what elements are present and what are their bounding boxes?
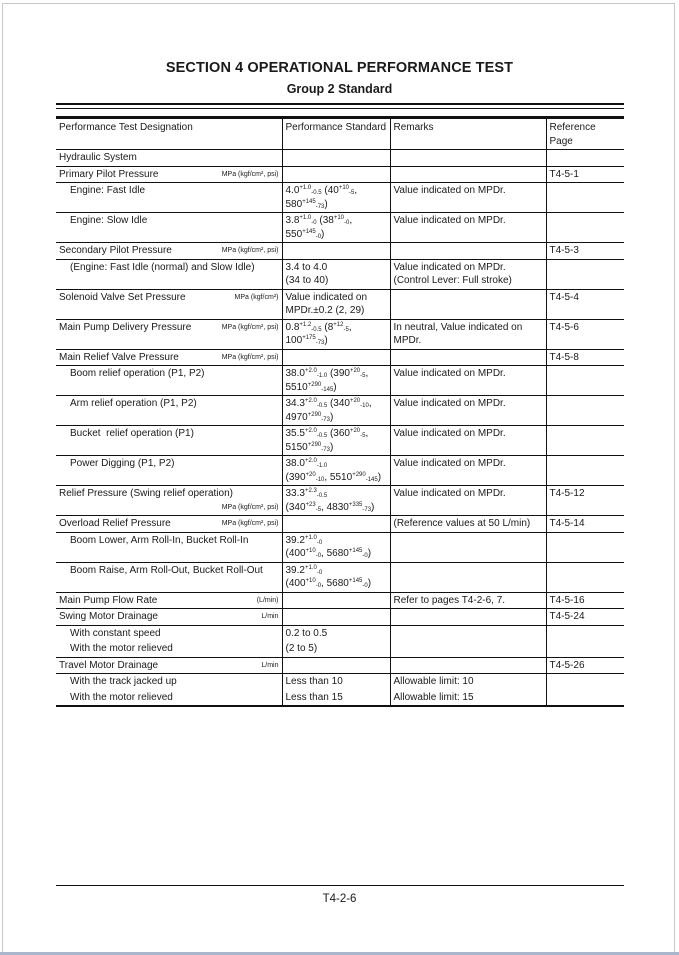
standard-value: , 5680 [321,578,349,589]
remarks-cell: Value indicated on MPDr. (Control Lever: Full stroke) [390,259,546,289]
tolerance-upper: +10 [338,185,350,191]
performance-standard-cell [282,690,390,707]
designation-label: Main Relief Valve Pressure [59,351,179,363]
designation-cell [56,366,282,396]
remarks-cell: Refer to pages T4-2-6, 7. [390,592,546,609]
remarks-cell: Value indicated on MPDr. [390,396,546,426]
standard-value: ) [371,501,375,513]
tolerance-lower: -5 [349,190,355,196]
column-header-remarks: Remarks [390,118,546,150]
designation-cell [56,213,282,243]
table-row [56,366,624,396]
performance-standard-cell [282,183,390,213]
remarks-cell [390,243,546,260]
table-row [56,289,624,319]
designation-label: With the motor relieved [70,691,173,703]
tolerance-upper: +1.0 [299,215,312,221]
designation-label: With the track jacked up [70,676,177,687]
remarks-cell: In neutral, Value indicated on MPDr. [390,319,546,349]
reference-page-cell [546,259,624,289]
designation-label: Travel Motor Drainage [59,659,159,671]
standard-value: 34.3 [285,398,305,409]
tolerance-upper: +10 [333,215,345,221]
designation-label: With the motor relieved [70,643,173,654]
standard-value: ) [333,381,337,393]
table-row [56,426,624,456]
standard-value: MPDr.±0.2 (2, 29) [285,305,365,316]
designation-label: Swing Motor Drainage [59,611,158,622]
designation-label: Boom relief operation (P1, P2) [70,368,205,379]
reference-page-cell [546,183,624,213]
standard-value: 35.5 [285,428,305,439]
unit-label: MPa (kgf/cm², psi) [221,247,279,254]
tolerance-lower: -73 [315,340,325,346]
tolerance-upper: +145 [302,228,316,235]
remarks-cell: Value indicated on MPDr. [390,456,546,486]
designation-cell [56,657,282,674]
tolerance-lower: -5 [360,373,366,379]
designation-label: Arm relief operation (P1, P2) [70,398,197,409]
tolerance-upper: +20 [349,398,361,404]
performance-standard-cell [282,532,390,562]
standard-value: (34 to 40) [285,275,329,286]
performance-standard-cell [282,396,390,426]
remarks-cell [390,562,546,592]
table-row [56,213,624,243]
table-row [56,516,624,533]
tolerance-lower: -0 [316,539,323,546]
remarks-cell [390,166,546,183]
standard-value: ) [321,228,325,240]
standard-value: Value indicated on [285,291,368,303]
tolerance-lower: -145 [365,476,378,483]
designation-label: Bucket relief operation (P1) [70,428,194,439]
reference-page-cell [546,690,624,707]
designation-cell [56,456,282,486]
unit-label: L/min [261,613,279,620]
designation-cell [56,486,282,516]
unit-label: MPa (kgf/cm², psi) [221,353,279,361]
designation-cell [56,609,282,626]
tolerance-upper: +290 [352,471,366,478]
designation-label: Boom Lower, Arm Roll-In, Bucket Roll-In [70,534,249,546]
remarks-cell: Value indicated on MPDr. [390,213,546,243]
standard-value: 0.2 to 0.5 [285,627,328,639]
tolerance-lower: -1.0 [316,373,328,379]
standard-value: ) [367,578,372,589]
unit-label: MPa (kgf/cm²) [234,293,279,301]
reference-page-cell [546,366,624,396]
standard-value: 100 [285,335,303,346]
tolerance-upper: +1.0 [304,564,317,571]
standard-value: 5510 [285,381,308,393]
reference-page-cell: T4-5-24 [546,609,624,626]
unit-label: (L/min) [256,596,279,604]
reference-page-cell [546,426,624,456]
standard-value: 39.2 [285,564,305,576]
designation-cell [56,690,282,707]
performance-standard-cell [282,213,390,243]
tolerance-lower: -73 [321,416,330,423]
remarks-cell [390,349,546,366]
remarks-cell [390,150,546,167]
table-row [56,532,624,562]
tolerance-upper: +145 [348,548,363,554]
standard-value: 38.0 [285,458,305,469]
standard-value: (390 [327,368,350,379]
reference-page-cell: T4-5-1 [546,166,624,183]
tolerance-upper: +335 [348,501,363,508]
table-row [56,625,624,641]
table-row [56,609,624,626]
tolerance-upper: +2.3 [304,488,317,494]
table-row [56,562,624,592]
performance-standard-cell [282,625,390,641]
remarks-cell: Value indicated on MPDr. [390,183,546,213]
table-row [56,166,624,183]
unit-label: MPa (kgf/cm², psi) [221,170,279,178]
tolerance-upper: +10 [305,578,316,584]
table-row [56,657,624,674]
standard-value: , [348,321,352,333]
remarks-cell: Value indicated on MPDr. [390,486,546,516]
designation-cell [56,426,282,456]
designation-cell [56,319,282,349]
designation-label: Main Pump Flow Rate [59,594,158,606]
designation-cell [56,516,282,533]
performance-standard-cell [282,259,390,289]
performance-standard-table [56,116,624,707]
reference-page-cell: T4-5-6 [546,319,624,349]
table-row [56,690,624,707]
performance-standard-cell [282,243,390,260]
standard-value: 550 [285,228,303,240]
designation-label: Boom Raise, Arm Roll-Out, Bucket Roll-Out [70,564,263,576]
tolerance-lower: -5 [315,506,322,513]
remarks-cell: Allowable limit: 10 [390,674,546,690]
standard-value: , [354,185,358,196]
performance-standard-cell [282,426,390,456]
remarks-cell [390,625,546,641]
standard-value: (390 [285,471,306,483]
footer-rule [56,885,624,886]
designation-label: Engine: Slow Idle [70,215,148,226]
designation-cell [56,396,282,426]
performance-standard-cell [282,641,390,657]
designation-cell [56,243,282,260]
table-row [56,396,624,426]
performance-standard-cell [282,592,390,609]
standard-value: 5150 [285,441,308,453]
designation-label: Solenoid Valve Set Pressure [59,291,186,303]
standard-value: ) [329,441,334,453]
reference-page-cell [546,396,624,426]
standard-value: , 4830 [321,501,349,513]
standard-value: (40 [321,185,339,196]
remarks-cell [390,657,546,674]
standard-value: 3.8 [285,215,300,226]
tolerance-upper: +2.0 [304,428,317,434]
standard-value: (38 [316,215,334,226]
designation-label: Relief Pressure (Swing relief operation) [59,488,233,499]
reference-page-cell [546,562,624,592]
tolerance-upper: +2.0 [304,368,317,374]
designation-label: Main Pump Delivery Pressure [59,321,192,333]
performance-standard-cell [282,150,390,167]
designation-cell [56,674,282,690]
table-row [56,349,624,366]
standard-value: 3.4 to 4.0 [285,261,328,273]
reference-page-cell [546,641,624,657]
table-row [56,674,624,690]
tolerance-upper: +10 [305,548,316,554]
unit-label: MPa (kgf/cm², psi) [221,520,279,527]
standard-value: 39.2 [285,534,305,546]
designation-cell [56,532,282,562]
tolerance-lower: -73 [362,506,372,513]
table-row [56,259,624,289]
tolerance-upper: +20 [349,368,361,374]
tolerance-upper: +1.2 [299,321,312,328]
designation-cell [56,150,282,167]
tolerance-lower: -0 [316,569,323,576]
performance-standard-cell [282,289,390,319]
designation-cell [56,625,282,641]
reference-page-cell: T4-5-12 [546,486,624,516]
designation-label: With constant speed [70,627,161,639]
header-double-rule [56,103,624,109]
tolerance-lower: -5 [343,326,349,333]
designation-cell [56,259,282,289]
standard-value: ) [324,335,328,346]
tolerance-upper: +175 [302,335,316,341]
table-row [56,456,624,486]
tolerance-upper: +23 [305,501,316,508]
designation-cell [56,166,282,183]
remarks-cell: (Reference values at 50 L/min) [390,516,546,533]
standard-value: (400 [285,578,306,589]
designation-label: Hydraulic System [59,152,137,163]
performance-standard-cell [282,349,390,366]
tolerance-lower: -10 [315,476,325,483]
designation-cell [56,183,282,213]
standard-value: , [365,428,369,439]
tolerance-upper: +290 [307,441,322,448]
remarks-cell: Allowable limit: 15 [390,690,546,707]
remarks-cell [390,609,546,626]
section-title: SECTION 4 OPERATIONAL PERFORMANCE TEST [165,60,514,76]
table-row [56,183,624,213]
standard-value: , [349,215,353,226]
tolerance-lower: -0.5 [316,403,328,409]
reference-page-cell [546,213,624,243]
column-header-designation: Performance Test Designation [56,118,282,150]
standard-value: Less than 10 [285,676,343,687]
tolerance-lower: -0 [344,220,350,226]
standard-value: 38.0 [285,368,305,379]
tolerance-lower: -0.5 [316,433,328,439]
performance-standard-cell [282,516,390,533]
standard-value: (360 [327,428,350,439]
performance-standard-cell [282,486,390,516]
tolerance-lower: -0.5 [311,190,322,196]
table-header-row [56,118,624,150]
designation-label: Primary Pilot Pressure [59,168,159,180]
reference-page-cell: T4-5-14 [546,516,624,533]
standard-value: , [365,368,369,379]
tolerance-upper: +145 [302,198,316,205]
tolerance-lower: -0 [315,583,322,589]
designation-cell [56,349,282,366]
table-row [56,150,624,167]
standard-value: Less than 15 [285,691,343,703]
standard-value: (340 [327,398,350,409]
tolerance-upper: +1.0 [299,185,312,191]
page-number: T4-2-6 [322,893,357,905]
designation-cell [56,592,282,609]
tolerance-lower: -145 [321,386,334,393]
standard-value: 4970 [285,411,308,423]
standard-value: 0.8 [285,321,300,333]
column-header-standard: Performance Standard [282,118,390,150]
tolerance-lower: -0 [315,233,322,240]
standard-value: , 5510 [324,471,353,483]
tolerance-lower: -0.5 [316,493,328,499]
table-row [56,641,624,657]
designation-label: (Engine: Fast Idle (normal) and Slow Idle) [70,261,255,273]
standard-value: (400 [285,548,306,559]
standard-value: ) [367,548,372,559]
tolerance-upper: +20 [349,428,361,434]
remarks-cell [390,641,546,657]
remarks-cell: Value indicated on MPDr. [390,366,546,396]
unit-label: MPa (kgf/cm², psi) [221,503,279,511]
tolerance-lower: -0 [362,583,368,589]
standard-value: 4.0 [285,185,300,196]
reference-page-cell: T4-5-8 [546,349,624,366]
reference-page-cell: T4-5-26 [546,657,624,674]
standard-value: ) [324,198,328,210]
tolerance-upper: +290 [307,381,322,388]
tolerance-upper: +2.0 [304,398,317,404]
designation-label: Power Digging (P1, P2) [70,458,175,469]
table-row [56,592,624,609]
performance-standard-cell [282,319,390,349]
group-title: Group 2 Standard [286,82,393,96]
performance-standard-cell [282,166,390,183]
tolerance-lower: -1.0 [316,463,328,469]
performance-standard-cell [282,562,390,592]
designation-label: Overload Relief Pressure [59,518,171,529]
tolerance-upper: +145 [348,578,363,584]
standard-value: ) [377,471,382,483]
standard-value: (8 [321,321,334,333]
unit-label: L/min [261,661,279,669]
performance-standard-cell [282,366,390,396]
tolerance-upper: +2.0 [304,458,317,464]
tolerance-lower: -0.5 [311,326,322,333]
table-row [56,319,624,349]
reference-page-cell [546,532,624,562]
designation-cell [56,289,282,319]
standard-value: 33.3 [285,488,305,499]
remarks-cell [390,532,546,562]
reference-page-cell [546,625,624,641]
table-row [56,486,624,516]
designation-label: Engine: Fast Idle [70,185,146,196]
tolerance-upper: +1.0 [304,534,317,541]
reference-page-cell [546,456,624,486]
performance-standard-cell [282,674,390,690]
tolerance-lower: -0 [315,553,322,559]
designation-label: Secondary Pilot Pressure [59,245,172,256]
standard-value: , 5680 [321,548,349,559]
tolerance-lower: -0 [362,553,368,559]
tolerance-lower: -10 [360,403,369,409]
remarks-cell [390,289,546,319]
tolerance-upper: +290 [307,411,322,418]
standard-value: 580 [285,198,303,210]
tolerance-upper: +12 [333,321,344,328]
standard-value: , [368,398,372,409]
tolerance-lower: -5 [360,433,366,439]
unit-label: MPa (kgf/cm², psi) [221,323,279,331]
reference-page-cell: T4-5-16 [546,592,624,609]
reference-page-cell: T4-5-3 [546,243,624,260]
table-row [56,243,624,260]
standard-value: (2 to 5) [285,643,318,654]
tolerance-lower: -73 [321,446,330,453]
remarks-cell: Value indicated on MPDr. [390,426,546,456]
tolerance-upper: +20 [305,471,316,478]
tolerance-lower: -0 [311,220,317,226]
standard-value: ) [329,411,334,423]
performance-standard-cell [282,609,390,626]
tolerance-lower: -73 [315,203,325,210]
performance-standard-cell [282,456,390,486]
standard-value: (340 [285,501,306,513]
designation-cell [56,641,282,657]
column-header-reference-page: Reference Page [546,118,624,150]
reference-page-cell [546,150,624,167]
reference-page-cell [546,674,624,690]
reference-page-cell: T4-5-4 [546,289,624,319]
performance-standard-cell [282,657,390,674]
designation-cell [56,562,282,592]
